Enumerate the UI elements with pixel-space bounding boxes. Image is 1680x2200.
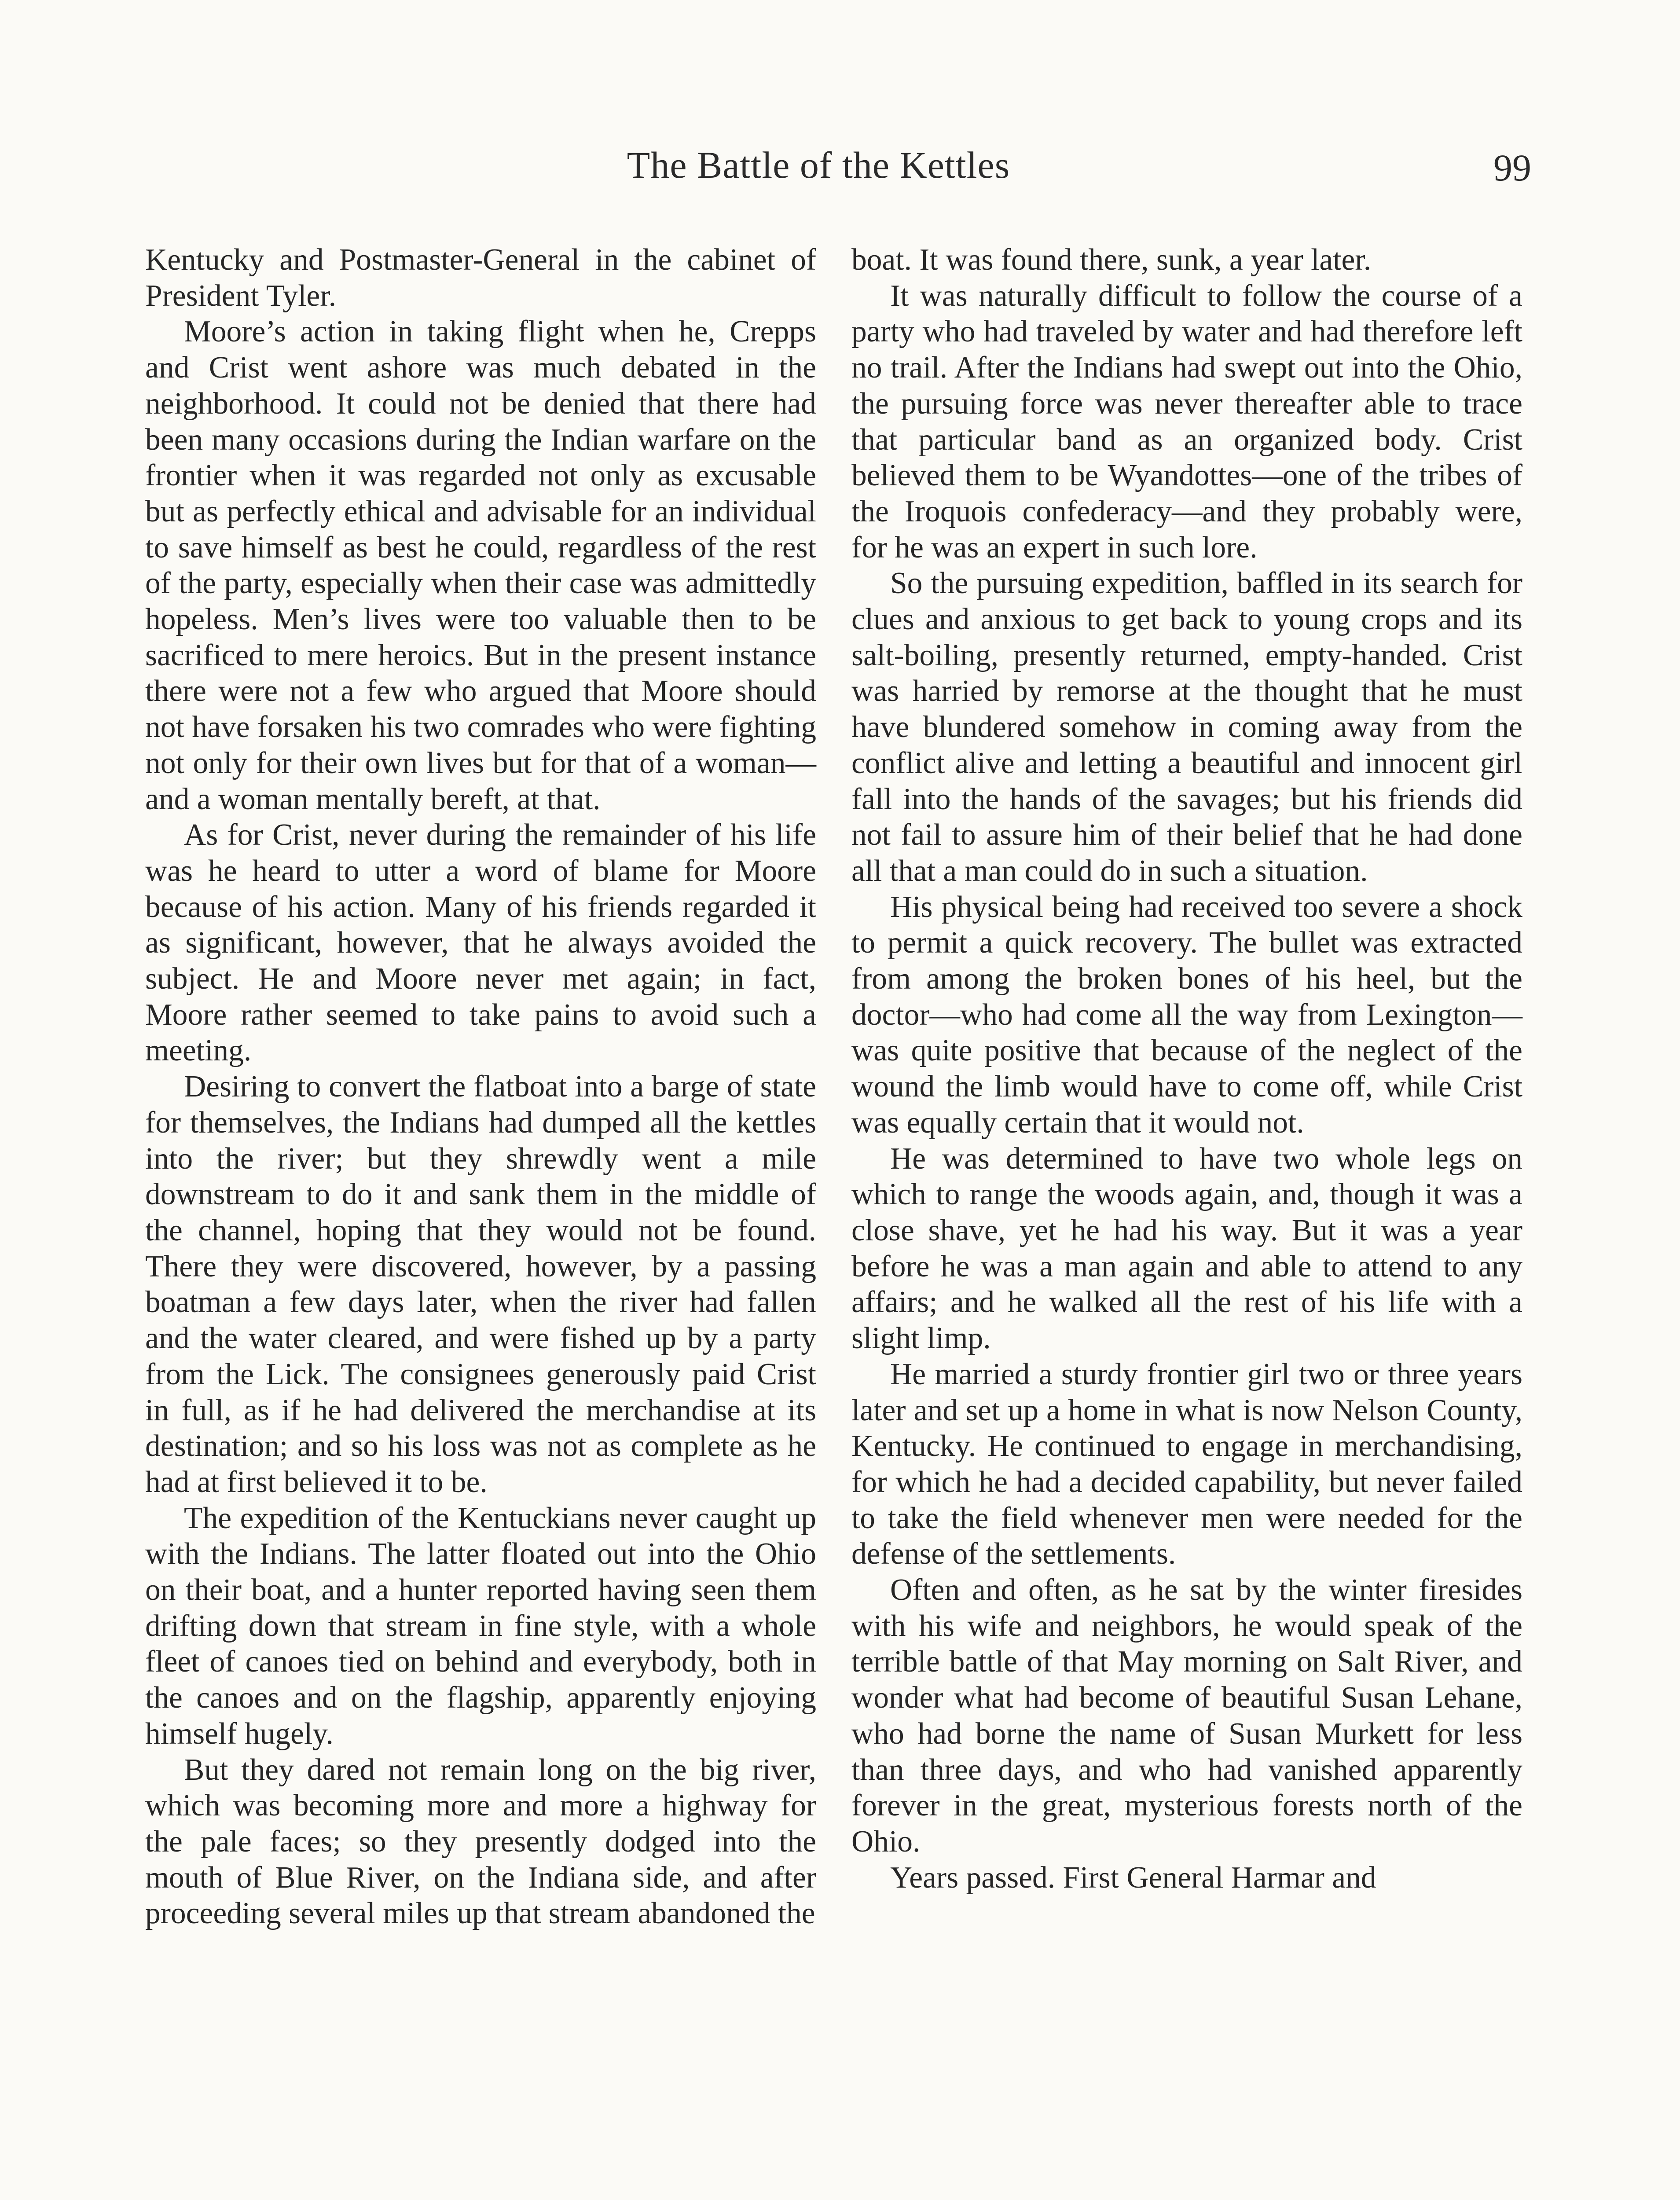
paragraph: Moore’s action in taking flight when he, Crepps and Crist went ashore was much debated in the neighborhood. It could not be denied that there had been many occasions during the Indian warfare on the frontier when it was regarded not only as excusable but as perfectly ethical and advisable for an individual to save himself as best he could, regardless of the rest of the party, especially when their case was admittedly hopeless. Men’s lives were too valuable then to be sacrificed to mere heroics. But in the present instance there were not a few who argued that Moore should not have forsaken his two comrades who were fighting not only for their own lives but for that of a woman—and a woman mentally bereft, at that. — [145, 315, 816, 816]
paragraph: The expedition of the Kentuckians never caught up with the Indians. The latter floated out into the Ohio on their boat, and a hunter reported having seen them drifting down that stream in fine style, with a whole fleet of canoes tied on behind and everybody, both in the canoes and on the flagship, apparently enjoying himself hugely. — [145, 1501, 816, 1751]
paragraph: So the pursuing expedition, baffled in its search for clues and anxious to get back to young crops and its salt-boiling, presently returned, empty-handed. Crist was harried by remorse at the thought that he must have blundered somehow in coming away from the conflict alive and letting a beautiful and innocent girl fall into the hands of the savages; but his friends did not fail to assure him of their belief that he had done all that a man could do in such a situation. — [851, 566, 1522, 888]
paragraph: His physical being had received too severe a shock to permit a quick recovery. The bullet was extracted from among the broken bones of his heel, but the doctor—who had come all the way from Lexington—was quite positive that because of the neglect of the wound the limb would have to come off, while Crist was equally certain that it would not. — [851, 890, 1522, 1140]
paragraph: It was naturally difficult to follow the course of a party who had traveled by water and had therefore left no trail. After the Indians had swept out into the Ohio, the pursuing force was never thereafter able to trace that particular band as an organized body. Crist believed them to be Wyandottes—one of the tribes of the Iroquois confederacy—and they probably were, for he was an expert in such lore. — [851, 279, 1522, 565]
paragraph: He married a sturdy frontier girl two or three years later and set up a home in what is now Nelson County, Kentucky. He continued to engage in merchandising, for which he had a decided capability, but never failed to take the field whenever men were needed for the defense of the settlements. — [851, 1357, 1522, 1571]
left-column — [145, 242, 816, 1932]
paragraph: He was determined to have two whole legs on which to range the woods again, and, though it was a close shave, yet he had his way. But it was a year before he was a man again and able to attend to any affairs; and he walked all the rest of his life with a slight limp. — [851, 1141, 1522, 1356]
right-column — [851, 242, 1522, 1896]
paragraph: But they dared not remain long on the big river, which was becoming more and more a highway for the pale faces; so they presently dodged into the mouth of Blue River, on the Indiana side, and after proceeding several miles up that stream abandoned the — [145, 1753, 816, 1931]
page-title: The Battle of the Kettles — [627, 144, 1010, 186]
paragraph: Often and often, as he sat by the winter firesides with his wife and neighbors, he would speak of the terrible battle of that May morning on Salt River, and wonder what had become of beautiful Susan Lehane, who had borne the name of Susan Murkett for less than three days, and who had vanished apparently forever in the great, mysterious forests north of the Ohio. — [851, 1573, 1522, 1859]
paragraph: Desiring to convert the flatboat into a barge of state for themselves, the Indians had dumped all the kettles into the river; but they shrewdly went a mile downstream to do it and sank them in the middle of the channel, hoping that they would not be found. There they were discovered, however, by a passing boatman a few days later, when the river had fallen and the water cleared, and were fished up by a party from the Lick. The consignees generously paid Crist in full, as if he had delivered the merchandise at its destination; and so his loss was not as complete as he had at first believed it to be. — [145, 1070, 816, 1499]
paragraph: As for Crist, never during the remainder of his life was he heard to utter a word of blame for Moore because of his action. Many of his friends regarded it as significant, however, that he always avoided the subject. He and Moore never met again; in fact, Moore rather seemed to take pains to avoid such a meeting. — [145, 818, 816, 1068]
paragraph: boat. It was found there, sunk, a year later. — [851, 243, 1372, 277]
page-number: 99 — [1493, 147, 1531, 189]
paragraph: Kentucky and Postmaster-General in the cabinet of President Tyler. — [145, 243, 816, 313]
paragraph: Years passed. First General Harmar and — [890, 1860, 1376, 1895]
